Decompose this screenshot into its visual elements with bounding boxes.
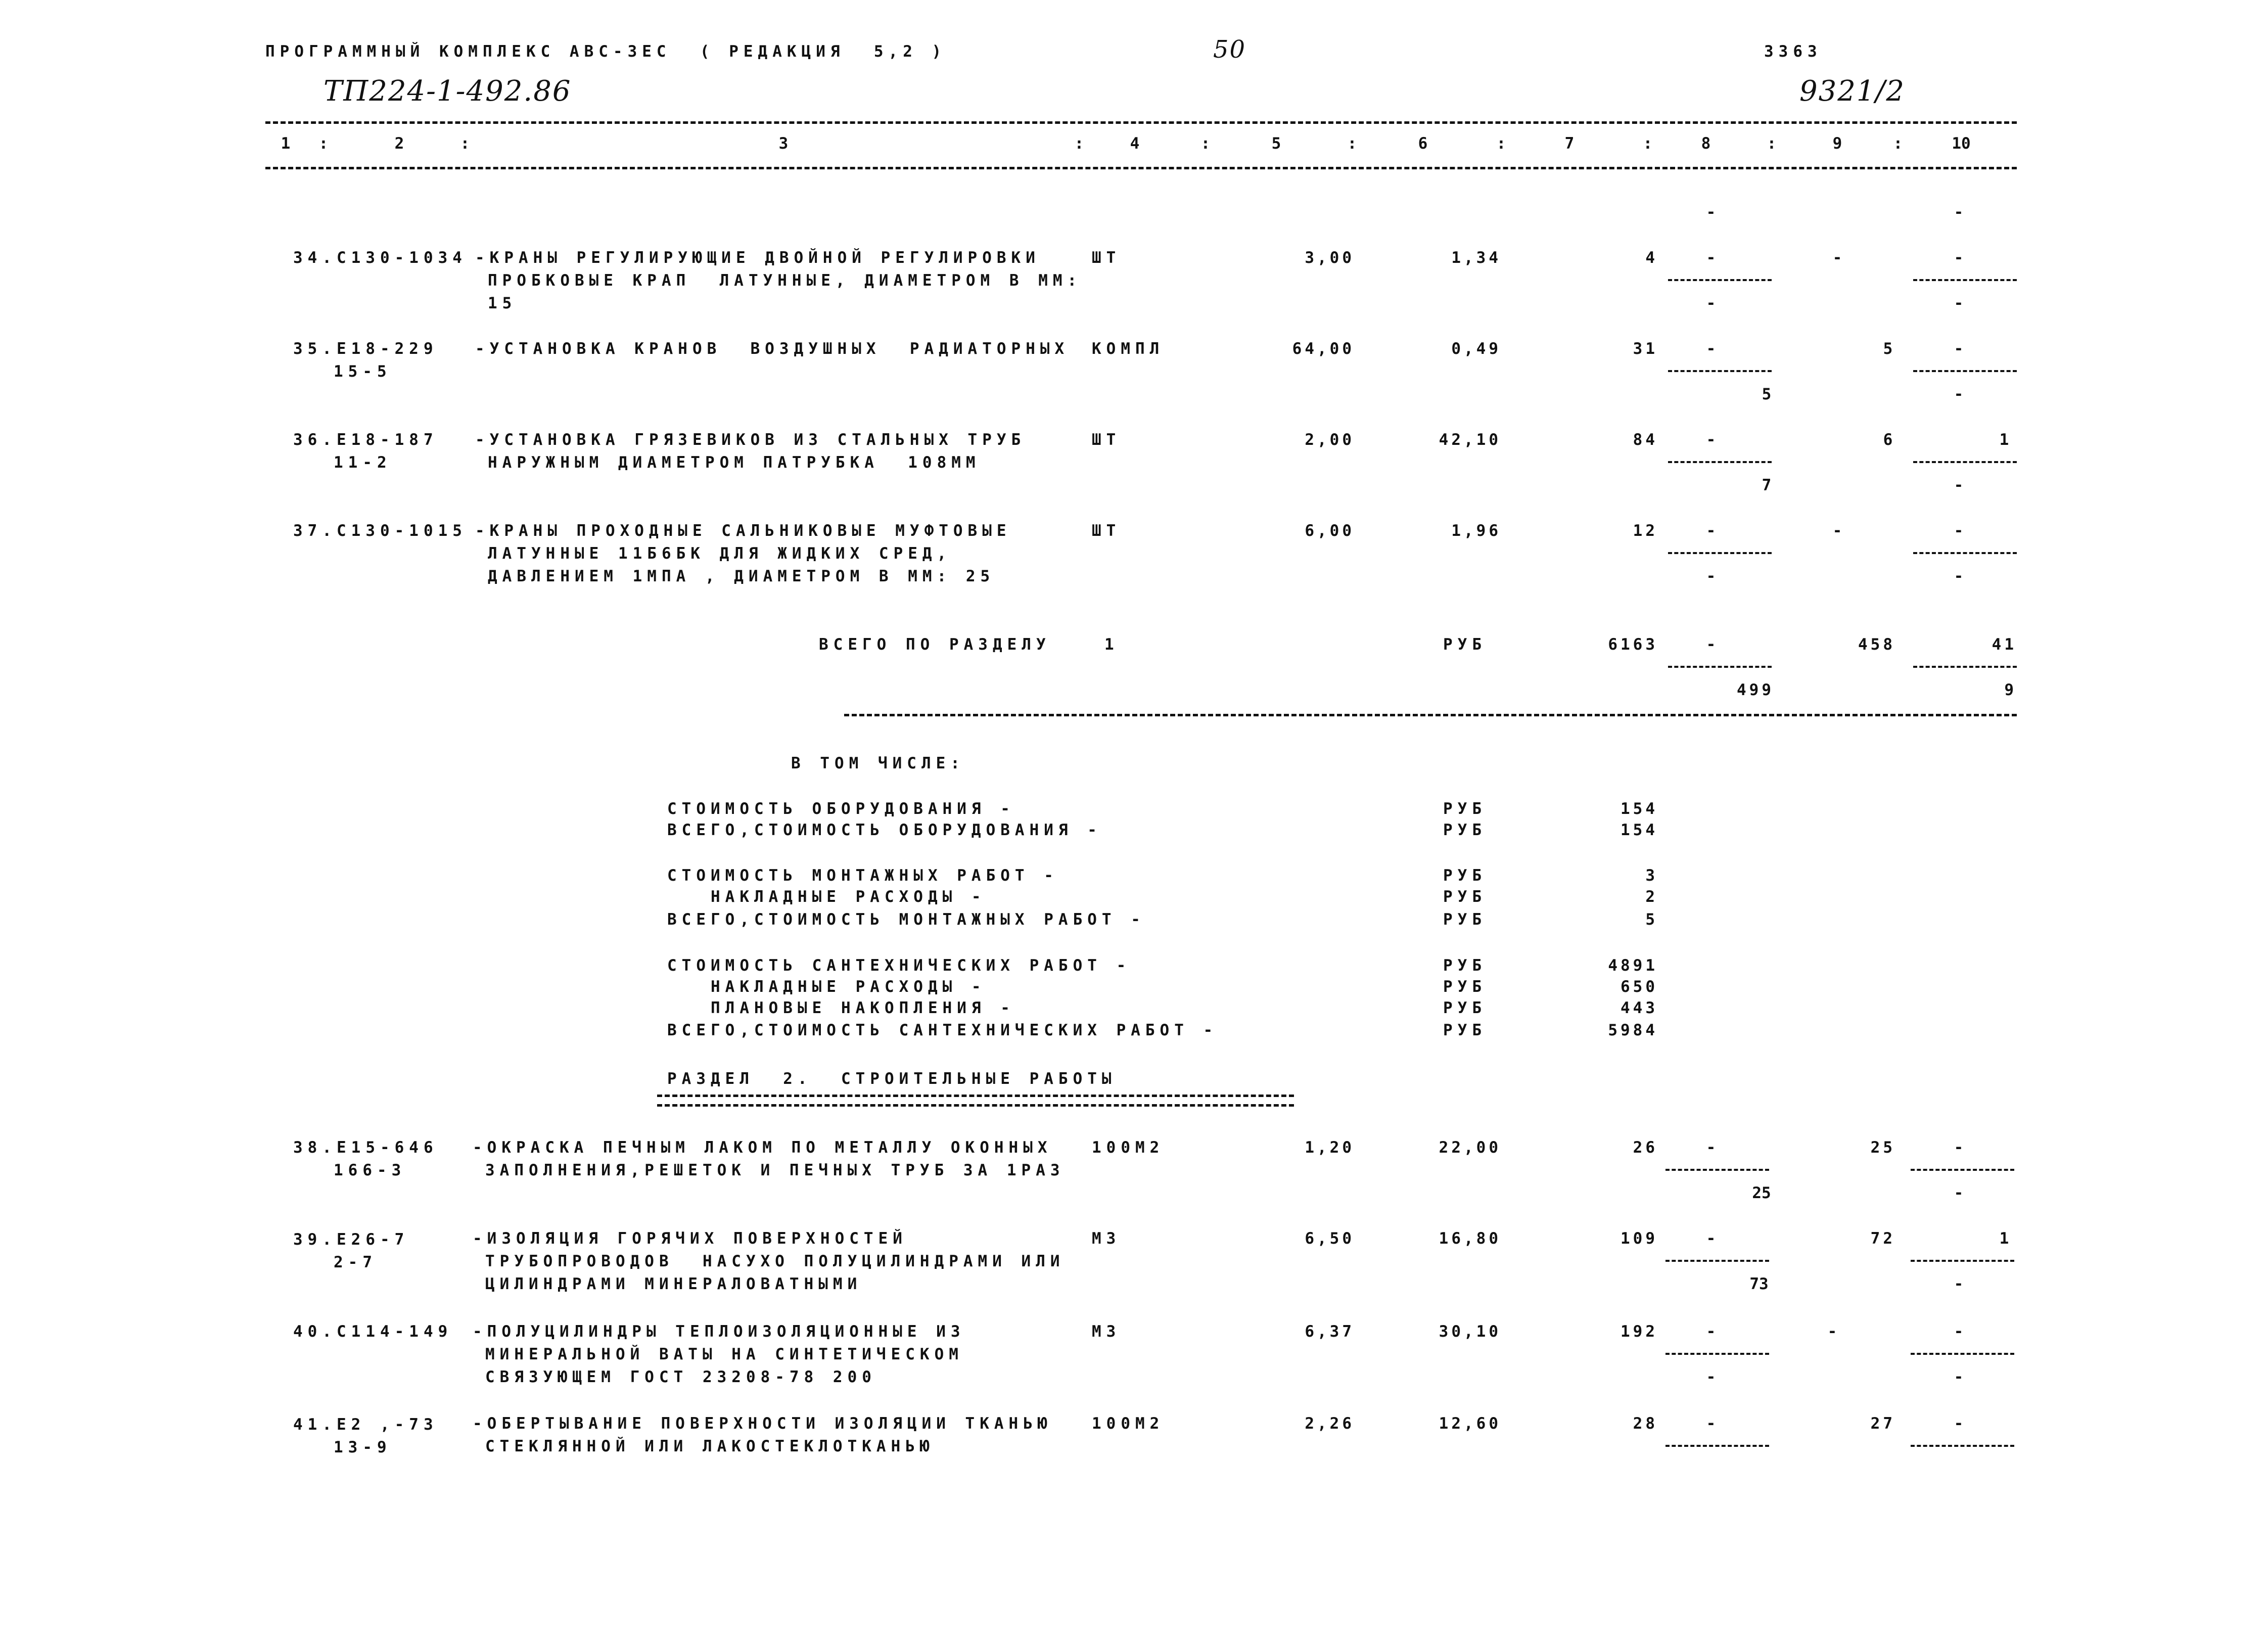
summary-value: 154: [1621, 821, 1658, 839]
item-description-line: -КРАНЫ РЕГУЛИРУЮЩИЕ ДВОЙНОЙ РЕГУЛИРОВКИ: [475, 249, 1040, 267]
col10-divider: [1911, 1445, 2014, 1447]
item-total: 109: [1621, 1229, 1658, 1248]
item-code: 39.Е26-7: [293, 1230, 409, 1249]
column-header: 9: [1832, 134, 1842, 153]
col8-divider: [1668, 666, 1772, 668]
item-description-line: ДАВЛЕНИЕМ 1МПА , ДИАМЕТРОМ В ММ: 25: [488, 567, 995, 585]
item-code: 35.Е18-229: [293, 340, 438, 358]
col10-top: 41: [1992, 635, 2017, 654]
item-unit: ШТ: [1092, 431, 1121, 449]
item-quantity: 2,00: [1305, 431, 1355, 449]
col9-value: 72: [1870, 1229, 1895, 1248]
summary-value: 443: [1621, 999, 1658, 1017]
row-col8-top: -: [1706, 203, 1716, 221]
column-header: 4: [1130, 134, 1140, 153]
section-2-title: РАЗДЕЛ 2. СТРОИТЕЛЬНЫЕ РАБОТЫ: [667, 1070, 1117, 1088]
item-unit-price: 16,80: [1439, 1229, 1501, 1248]
summary-unit: РУБ: [1443, 800, 1487, 818]
summary-unit: РУБ: [1443, 1021, 1487, 1039]
summary-value: 650: [1621, 978, 1658, 996]
item-description-line: СВЯЗУЮЩЕМ ГОСТ 23208-78 200: [485, 1368, 876, 1386]
summary-label: СТОИМОСТЬ ОБОРУДОВАНИЯ -: [667, 800, 1015, 818]
item-total: 31: [1633, 340, 1658, 358]
item-description-line: -КРАНЫ ПРОХОДНЫЕ САЛЬНИКОВЫЕ МУФТОВЫЕ: [475, 522, 1011, 540]
column-separator: :: [1643, 134, 1653, 153]
item-description-line: 15: [488, 294, 517, 312]
item-unit-price: 42,10: [1439, 431, 1501, 449]
including-label: В ТОМ ЧИСЛЕ:: [791, 754, 965, 772]
summary-unit: РУБ: [1443, 821, 1487, 839]
col10-bottom: -: [1954, 1184, 1964, 1202]
item-code: 36.Е18-187: [293, 431, 438, 449]
document-number: 3363: [1764, 42, 1822, 61]
summary-value: 154: [1621, 800, 1658, 818]
item-total: 12: [1633, 522, 1658, 540]
item-description-line: -ПОЛУЦИЛИНДРЫ ТЕПЛОИЗОЛЯЦИОННЫЕ ИЗ: [473, 1322, 965, 1341]
col10-top: -: [1954, 249, 1964, 267]
col8-divider: [1668, 461, 1772, 463]
col10-bottom: -: [1954, 1368, 1964, 1386]
summary-label: ПЛАНОВЫЕ НАКОПЛЕНИЯ -: [667, 999, 1015, 1017]
summary-unit: РУБ: [1443, 910, 1487, 929]
col8-divider: [1668, 279, 1772, 281]
col10-top: -: [1954, 522, 1964, 540]
item-quantity: 2,26: [1305, 1415, 1355, 1433]
summary-unit: РУБ: [1443, 978, 1487, 996]
section-total-label: ВСЕГО ПО РАЗДЕЛУ: [819, 635, 1051, 654]
summary-value: 5: [1645, 910, 1658, 929]
item-description-line: -УСТАНОВКА КРАНОВ ВОЗДУШНЫХ РАДИАТОРНЫХ: [475, 340, 1070, 358]
col9-value: -: [1832, 249, 1842, 267]
column-header: 7: [1564, 134, 1575, 153]
item-total: 192: [1621, 1322, 1658, 1341]
item-code: 37.С130-1015: [293, 522, 467, 540]
item-code: 40.С114-149: [293, 1322, 453, 1341]
item-code: 41.Е2 ,-73: [293, 1416, 438, 1434]
col9-value: -: [1832, 522, 1842, 540]
col9-value: 5: [1883, 340, 1893, 358]
column-separator: :: [1496, 134, 1506, 153]
col9-value: 25: [1870, 1138, 1895, 1157]
col8-divider: [1668, 370, 1772, 372]
summary-unit: РУБ: [1443, 956, 1487, 975]
section-2-underline: [657, 1094, 1294, 1107]
col10-divider: [1913, 552, 2017, 554]
col8-bottom: -: [1706, 294, 1716, 312]
col8-divider: [1665, 1169, 1769, 1171]
summary-label: ВСЕГО,СТОИМОСТЬ ОБОРУДОВАНИЯ -: [667, 821, 1102, 839]
col10-bottom: 9: [2004, 681, 2017, 699]
summary-value: 5984: [1608, 1021, 1658, 1039]
col10-top: -: [1954, 1415, 1964, 1433]
item-description-line: -УСТАНОВКА ГРЯЗЕВИКОВ ИЗ СТАЛЬНЫХ ТРУБ: [475, 431, 1026, 449]
col10-bottom: -: [1954, 567, 1964, 585]
item-total: 26: [1633, 1138, 1658, 1157]
project-code: ТП224-1-492.86: [323, 75, 572, 108]
item-unit: 100М2: [1092, 1138, 1165, 1157]
col9-value: 27: [1870, 1415, 1895, 1433]
item-total: 4: [1645, 249, 1658, 267]
page-number: 50: [1213, 35, 1246, 64]
col8-top: -: [1706, 1322, 1716, 1341]
col10-bottom: -: [1954, 294, 1964, 312]
col10-top: 1: [1999, 431, 2009, 449]
col8-top: -: [1706, 635, 1716, 654]
item-description-line: -ОКРАСКА ПЕЧНЫМ ЛАКОМ ПО МЕТАЛЛУ ОКОННЫХ: [473, 1138, 1052, 1157]
section-total-number: 1: [1104, 635, 1119, 654]
column-separator: :: [1200, 134, 1211, 153]
col10-divider: [1913, 279, 2017, 281]
item-description-line: -ИЗОЛЯЦИЯ ГОРЯЧИХ ПОВЕРХНОСТЕЙ: [473, 1229, 907, 1248]
col8-divider: [1668, 552, 1772, 554]
col10-bottom: -: [1954, 1275, 1964, 1293]
col8-bottom: 7: [1762, 476, 1772, 494]
col9-value: 6: [1883, 431, 1893, 449]
summary-label: НАКЛАДНЫЕ РАСХОДЫ -: [667, 888, 986, 906]
col8-top: -: [1706, 249, 1716, 267]
column-separator: :: [1347, 134, 1357, 153]
col8-bottom: -: [1706, 1368, 1716, 1386]
column-header: 8: [1701, 134, 1711, 153]
col9-value: 458: [1858, 635, 1895, 654]
summary-value: 3: [1645, 866, 1658, 885]
header-rule-top: [265, 121, 2017, 124]
col10-bottom: -: [1954, 385, 1964, 403]
col10-top: -: [1954, 1322, 1964, 1341]
col8-bottom: 73: [1749, 1275, 1769, 1293]
item-code-sub: 11-2: [334, 453, 392, 472]
col8-top: -: [1706, 431, 1716, 449]
col8-bottom: 25: [1752, 1184, 1771, 1202]
col8-top: -: [1706, 1138, 1716, 1157]
item-unit: ШТ: [1092, 249, 1121, 267]
item-unit-price: 1,34: [1451, 249, 1501, 267]
row-col10-top: -: [1954, 203, 1964, 221]
col10-top: -: [1954, 340, 1964, 358]
item-description-line: ПРОБКОВЫЕ КРАП ЛАТУННЫЕ, ДИАМЕТРОМ В ММ:: [488, 271, 1082, 290]
summary-label: СТОИМОСТЬ МОНТАЖНЫХ РАБОТ -: [667, 866, 1058, 885]
summary-label: ВСЕГО,СТОИМОСТЬ САНТЕХНИЧЕСКИХ РАБОТ -: [667, 1021, 1218, 1039]
item-unit-price: 0,49: [1451, 340, 1501, 358]
item-unit: КОМПЛ: [1092, 340, 1165, 358]
section-total-rule: [844, 714, 2017, 716]
item-unit-price: 1,96: [1451, 522, 1501, 540]
section-total-value: 6163: [1608, 635, 1658, 654]
item-unit: 100М2: [1092, 1415, 1165, 1433]
col9-value: -: [1827, 1322, 1837, 1341]
summary-label: СТОИМОСТЬ САНТЕХНИЧЕСКИХ РАБОТ -: [667, 956, 1131, 975]
col10-top: 1: [1999, 1229, 2009, 1248]
item-description-line: ЦИЛИНДРАМИ МИНЕРАЛОВАТНЫМИ: [485, 1275, 862, 1293]
col10-divider: [1911, 1169, 2014, 1171]
summary-unit: РУБ: [1443, 999, 1487, 1017]
column-separator: :: [318, 134, 329, 153]
item-total: 84: [1633, 431, 1658, 449]
summary-label: ВСЕГО,СТОИМОСТЬ МОНТАЖНЫХ РАБОТ -: [667, 910, 1145, 929]
column-separator: :: [460, 134, 470, 153]
col8-top: -: [1706, 340, 1716, 358]
col8-top: -: [1706, 522, 1716, 540]
item-description-line: МИНЕРАЛЬНОЙ ВАТЫ НА СИНТЕТИЧЕСКОМ: [485, 1345, 963, 1363]
summary-unit: РУБ: [1443, 866, 1487, 885]
item-total: 28: [1633, 1415, 1658, 1433]
col10-divider: [1913, 370, 2017, 372]
sheet-code: 9321/2: [1799, 75, 1906, 108]
item-code-sub: 13-9: [334, 1438, 392, 1456]
item-description-line: -ОБЕРТЫВАНИЕ ПОВЕРХНОСТИ ИЗОЛЯЦИИ ТКАНЬЮ: [473, 1415, 1052, 1433]
item-quantity: 1,20: [1305, 1138, 1355, 1157]
item-quantity: 6,50: [1305, 1229, 1355, 1248]
column-header: 2: [394, 134, 404, 153]
column-separator: :: [1893, 134, 1903, 153]
col8-bottom: -: [1706, 567, 1716, 585]
col8-divider: [1665, 1445, 1769, 1447]
column-header: 1: [281, 134, 291, 153]
column-header: 5: [1271, 134, 1281, 153]
column-separator: :: [1074, 134, 1084, 153]
col10-top: -: [1954, 1138, 1964, 1157]
item-quantity: 6,37: [1305, 1322, 1355, 1341]
summary-value: 4891: [1608, 956, 1658, 975]
col10-divider: [1913, 666, 2017, 668]
item-code: 38.Е15-646: [293, 1138, 438, 1157]
col8-divider: [1665, 1260, 1769, 1262]
col8-divider: [1665, 1353, 1769, 1355]
item-unit-price: 12,60: [1439, 1415, 1501, 1433]
item-unit: М3: [1092, 1322, 1121, 1341]
item-code-sub: 166-3: [334, 1161, 406, 1179]
column-separator: :: [1767, 134, 1777, 153]
col8-top: -: [1706, 1415, 1716, 1433]
col10-divider: [1911, 1260, 2014, 1262]
item-code-sub: 15-5: [334, 362, 392, 381]
section-total-unit: РУБ: [1443, 635, 1487, 654]
item-unit-price: 30,10: [1439, 1322, 1501, 1341]
col10-divider: [1911, 1353, 2014, 1355]
item-description-line: НАРУЖНЫМ ДИАМЕТРОМ ПАТРУБКА 108ММ: [488, 453, 981, 472]
item-quantity: 6,00: [1305, 522, 1355, 540]
item-unit: М3: [1092, 1229, 1121, 1248]
item-description-line: ЗАПОЛНЕНИЯ,РЕШЕТОК И ПЕЧНЫХ ТРУБ ЗА 1РАЗ: [485, 1161, 1065, 1179]
col8-bottom: 499: [1737, 681, 1774, 699]
item-description-line: ЛАТУННЫЕ 11Б6БК ДЛЯ ЖИДКИХ СРЕД,: [488, 544, 952, 563]
column-header: 10: [1952, 134, 1971, 153]
summary-unit: РУБ: [1443, 888, 1487, 906]
col8-bottom: 5: [1762, 385, 1772, 403]
column-header: 6: [1418, 134, 1428, 153]
col10-bottom: -: [1954, 476, 1964, 494]
column-header: 3: [778, 134, 789, 153]
summary-value: 2: [1645, 888, 1658, 906]
header-rule-bottom: [265, 167, 2017, 169]
col8-top: -: [1706, 1229, 1716, 1248]
item-quantity: 3,00: [1305, 249, 1355, 267]
item-code-sub: 2-7: [334, 1253, 377, 1271]
col10-divider: [1913, 461, 2017, 463]
item-description-line: ТРУБОПРОВОДОВ НАСУХО ПОЛУЦИЛИНДРАМИ ИЛИ: [485, 1252, 1065, 1270]
item-unit: ШТ: [1092, 522, 1121, 540]
item-quantity: 64,00: [1292, 340, 1355, 358]
program-title: ПРОГРАММНЫЙ КОМПЛЕКС АВС-3ЕС ( РЕДАКЦИЯ 5,2 ): [265, 42, 947, 61]
item-code: 34.С130-1034: [293, 249, 467, 267]
item-description-line: СТЕКЛЯННОЙ ИЛИ ЛАКОСТЕКЛОТКАНЬЮ: [485, 1437, 935, 1455]
summary-label: НАКЛАДНЫЕ РАСХОДЫ -: [667, 978, 986, 996]
item-unit-price: 22,00: [1439, 1138, 1501, 1157]
